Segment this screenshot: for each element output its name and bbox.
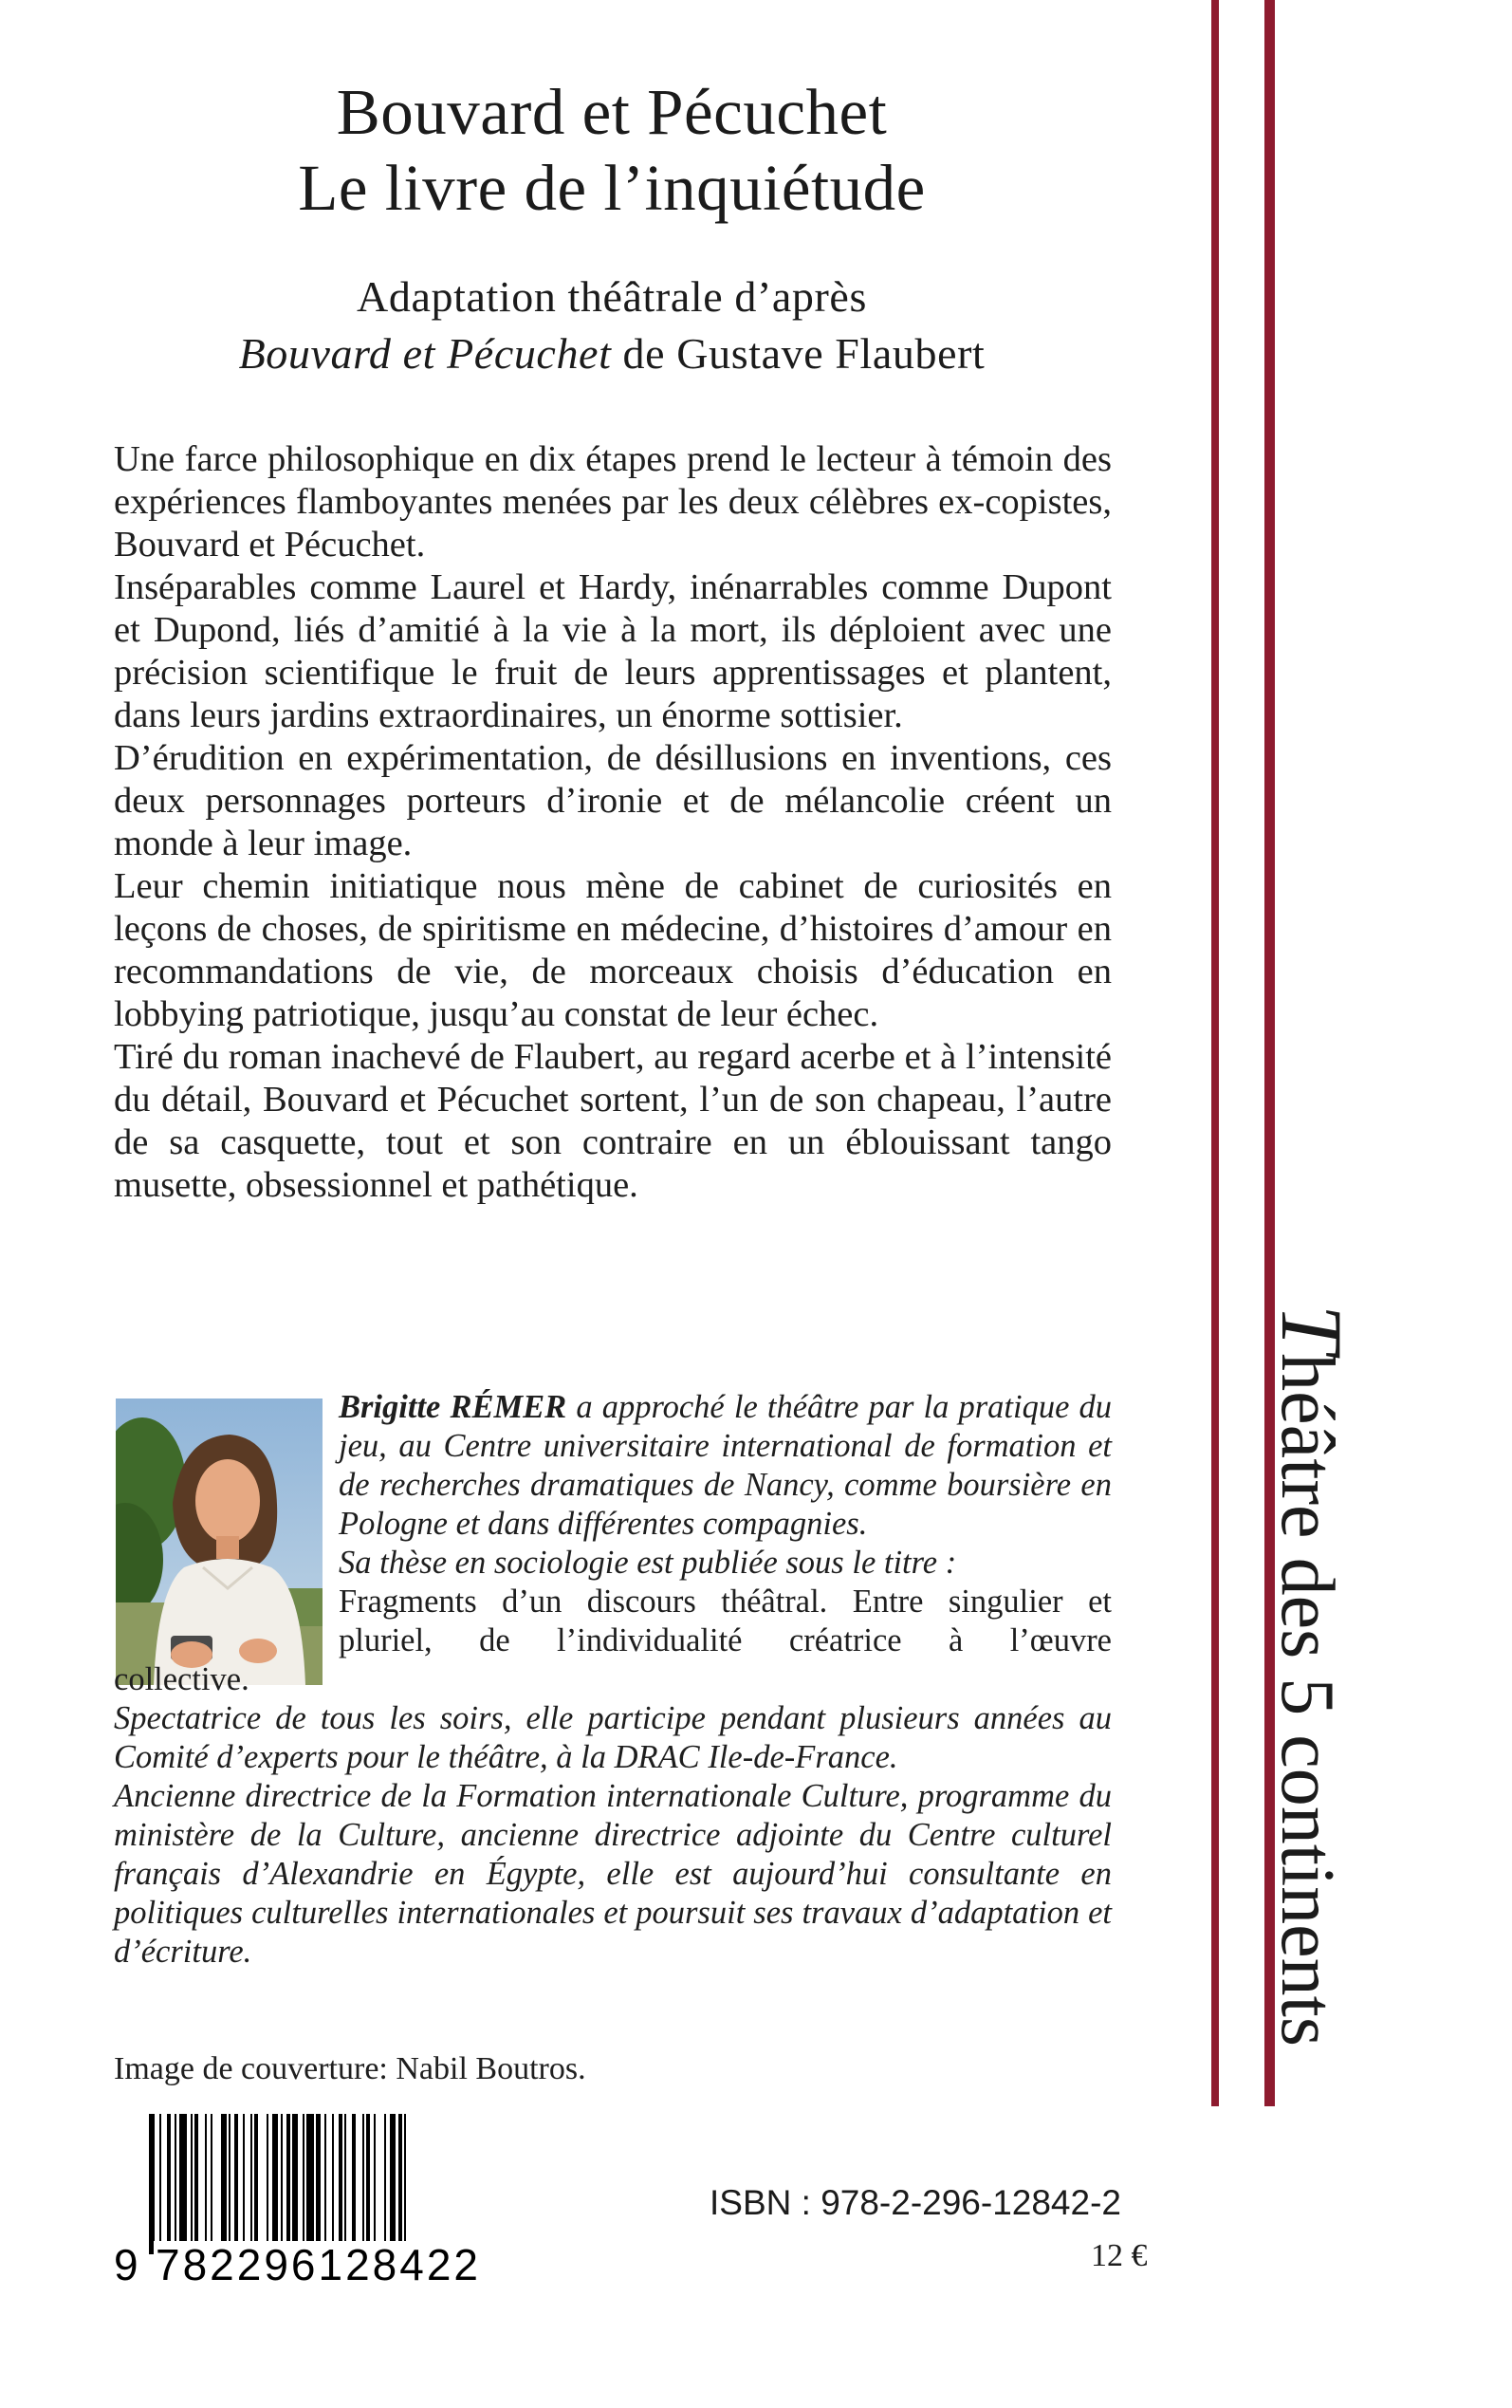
subtitle-work-title: Bouvard et Pécuchet: [238, 329, 612, 378]
description-paragraph: Inséparables comme Laurel et Hardy, inénarrables comme Dupont et Dupond, liés d’amitié à la vie à la mort, ils déploient avec une précision scientifique le fruit de leurs apprentissages et plantent, dans leurs jardins extraordinaires, un énorme sottisier.: [114, 567, 1112, 735]
author-name: Brigitte RÉMER: [339, 1389, 567, 1425]
barcode-bar: [384, 2114, 386, 2254]
bio-paragraph-4: Ancienne directrice de la Formation internationale Culture, programme du ministère de la Culture, ancienne directrice adjointe du Centre culturel français d’Alexandrie en Égypte, elle est aujourd’hui consultante en politiques culturelles internationales et poursuit ses travaux d’adaptation et d’écriture.: [114, 1778, 1112, 1970]
barcode-bar: [243, 2114, 245, 2254]
thesis-title-line-1: Fragments d’un discours théâtral. Entre singulier et: [339, 1584, 1112, 1620]
bio-p1-text: a approché le théâtre par la pratique du jeu, au Centre universitaire international de formation et de recherches dramatiques de Nancy, comme boursière en Pologne et dans différentes compagnies.: [339, 1389, 1113, 1542]
barcode-bar: [191, 2114, 193, 2254]
book-subtitle: [0, 269, 1224, 382]
thesis-title-line-2: pluriel, de l’individualité créatrice à l’œuvre: [339, 1622, 1112, 1658]
bio-paragraph-1: [339, 1388, 1112, 1544]
barcode-bar: [398, 2114, 402, 2254]
title-line-1: Bouvard et Pécuchet: [336, 76, 888, 148]
barcode-bar: [344, 2114, 346, 2254]
isbn: ISBN : 978-2-296-12842-2: [710, 2183, 1121, 2222]
barcode-bar: [404, 2114, 406, 2254]
barcode-bar: [175, 2114, 176, 2254]
barcode: [114, 2114, 560, 2289]
barcode-bar: [374, 2114, 376, 2254]
barcode-bar: [194, 2114, 198, 2254]
barcode-bar: [250, 2114, 252, 2254]
subtitle-author: de Gustave Flaubert: [611, 329, 986, 378]
collection-rest: héâtre des 5 continents: [1265, 1353, 1349, 2047]
subtitle-line-1: Adaptation théâtrale d’après: [357, 272, 867, 321]
barcode-bar: [316, 2114, 320, 2254]
barcode-bar: [229, 2114, 230, 2254]
barcode-bar: [167, 2114, 171, 2254]
barcode-bar: [306, 2114, 314, 2254]
barcode-number: 782296128422: [156, 2240, 481, 2289]
price: 12 €: [1091, 2238, 1148, 2273]
barcode-bar: [149, 2114, 155, 2254]
thesis-title-line-3: collective.: [114, 1661, 249, 1697]
barcode-bar: [292, 2114, 298, 2254]
description-paragraph: Tiré du roman inachevé de Flaubert, au regard acerbe et à l’intensité du détail, Bouvard et Pécuchet sortent, l’un de son chapeau, l’autre de sa casquette, tout et son contraire en un éblouissant tango musette, obsessionnel et pathétique.: [114, 1037, 1112, 1205]
barcode-bar: [390, 2114, 396, 2254]
barcode-bar: [234, 2114, 238, 2254]
barcode-bar: [211, 2114, 212, 2254]
barcode-bar: [286, 2114, 290, 2254]
barcode-bar: [221, 2114, 227, 2254]
barcode-bar: [281, 2114, 283, 2254]
barcode-bar: [267, 2114, 268, 2254]
book-description: [114, 438, 1112, 1207]
collection-name: [1263, 1305, 1360, 2047]
barcode-bar: [159, 2114, 161, 2254]
barcode-bar: [366, 2114, 370, 2254]
barcode-bar: [254, 2114, 258, 2254]
barcode-bar: [303, 2114, 304, 2254]
cover-image-credit: Image de couverture: Nabil Boutros.: [114, 2051, 586, 2086]
title-line-2: Le livre de l’inquiétude: [298, 152, 926, 224]
barcode-bars: [149, 2114, 558, 2254]
barcode-first-digit: 9: [114, 2240, 141, 2289]
barcode-bar: [339, 2114, 342, 2254]
barcode-bar: [205, 2114, 207, 2254]
barcode-bar: [332, 2114, 334, 2254]
barcode-bar: [272, 2114, 278, 2254]
description-paragraph: Une farce philosophique en dix étapes prend le lecteur à témoin des expériences flamboyantes menées par les deux célèbres ex-copistes, Bouvard et Pécuchet.: [114, 439, 1112, 565]
subtitle-line-2: [0, 325, 1224, 382]
barcode-bar: [324, 2114, 326, 2254]
bio-paragraph-3: Spectatrice de tous les soirs, elle participe pendant plusieurs années au Comité d’experts pour le théâtre, à la DRAC Ile-de-France.: [114, 1700, 1112, 1775]
book-title: [0, 74, 1224, 226]
barcode-bar: [352, 2114, 356, 2254]
spine-stripe-left: [1211, 0, 1219, 2106]
barcode-bar: [179, 2114, 187, 2254]
description-paragraph: D’érudition en expérimentation, de désillusions en inventions, ces deux personnages porteurs d’ironie et de mélancolie créent un monde à leur image.: [114, 738, 1112, 863]
author-bio: [114, 1388, 1112, 1972]
barcode-bar: [362, 2114, 364, 2254]
collection-initial: T: [1263, 1305, 1360, 1354]
bio-paragraph-2: Sa thèse en sociologie est publiée sous le titre :: [339, 1545, 957, 1581]
description-paragraph: Leur chemin initiatique nous mène de cabinet de curiosités en leçons de choses, de spiritisme en médecine, d’histoires d’amour en recommandations de vie, de morceaux choisis d’éducation en lobbying patriotique, jusqu’au constat de leur échec.: [114, 866, 1112, 1034]
